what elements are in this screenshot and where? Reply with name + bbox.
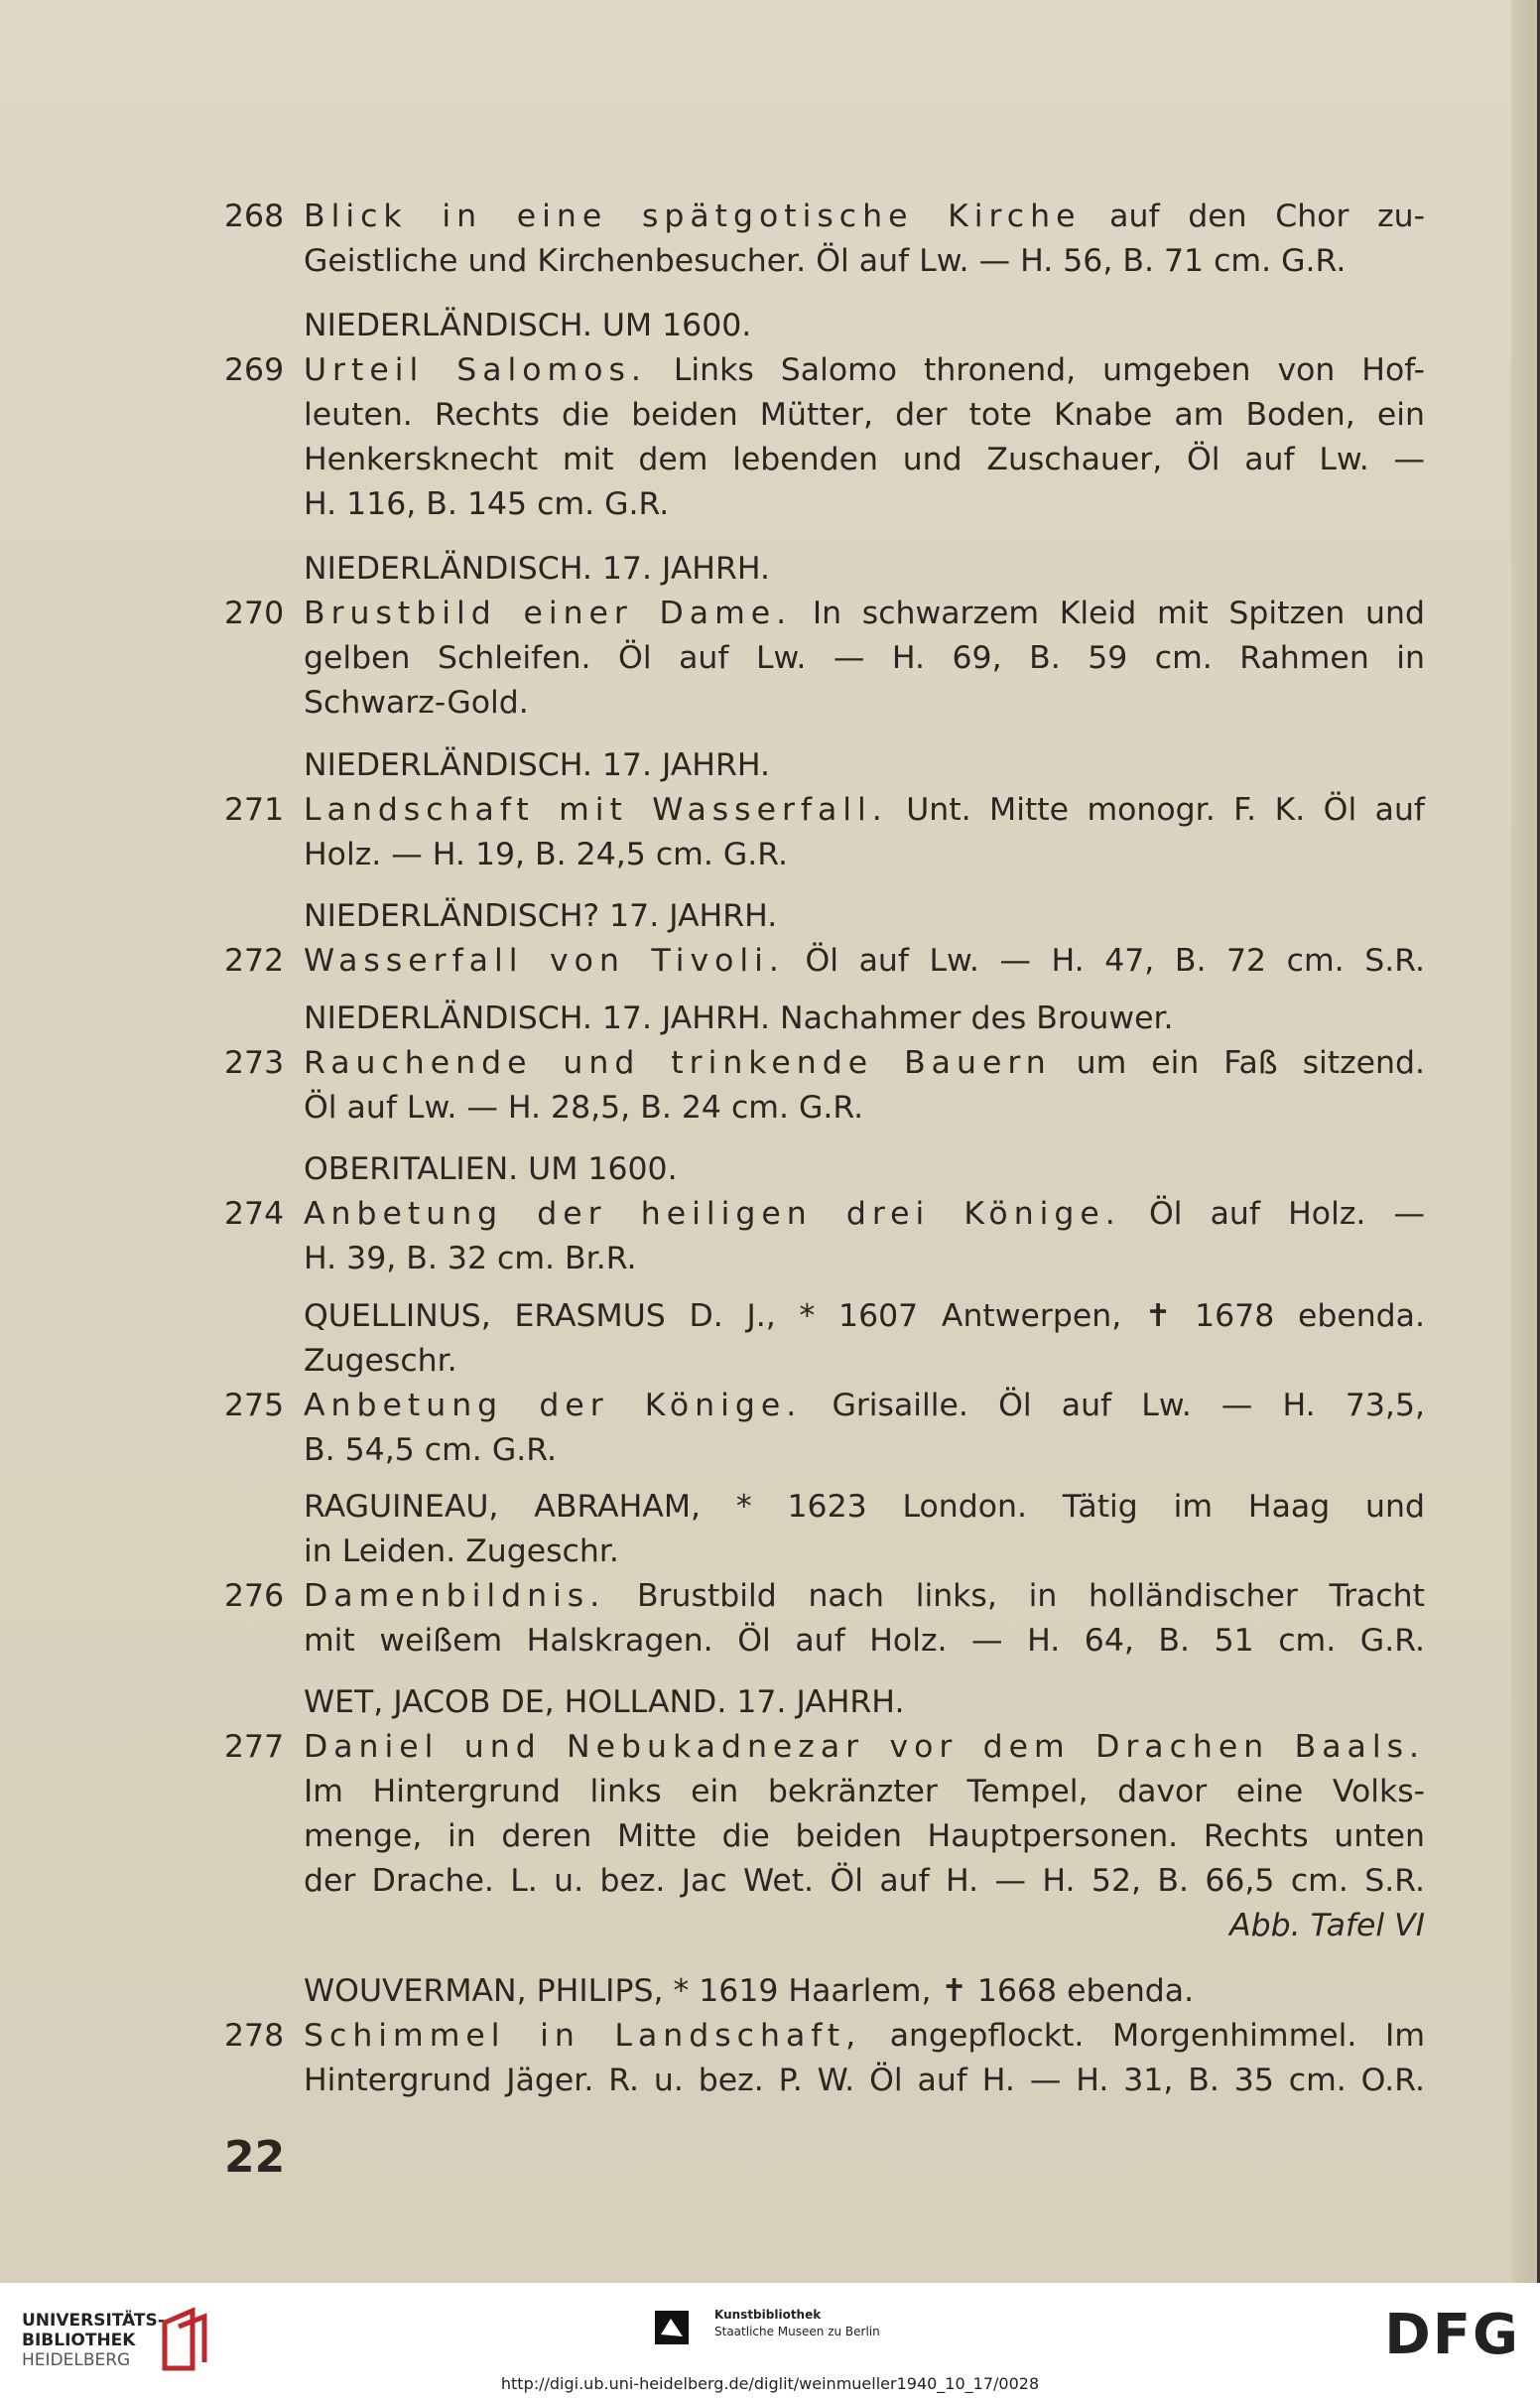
artist-heading: NIEDERLÄNDISCH? 17. JAHRH. — [304, 898, 778, 934]
entry-title: Damenbildnis. — [304, 1578, 606, 1614]
catalog-entry-275 — [224, 1384, 1425, 1473]
catalog-entry-278 — [224, 2014, 1425, 2103]
entry-line: Schwarz-Gold. — [304, 685, 529, 721]
entry-title: Landschaft mit Wasserfall. — [304, 792, 888, 828]
artist-heading: OBERITALIEN. UM 1600. — [304, 1151, 678, 1187]
artist-heading-line: Zugeschr. — [304, 1343, 457, 1379]
permalink-url[interactable]: http://digi.ub.uni-heidelberg.de/diglit/weinmueller1940_10_17/0028 — [500, 2374, 1040, 2393]
entry-number: 268 — [224, 199, 285, 234]
catalog-entry-269 — [224, 348, 1425, 527]
entry-text: Unt. Mitte monogr. F. K. Öl auf — [887, 792, 1425, 828]
kunstbibliothek-logo-icon — [655, 2311, 689, 2344]
entry-number: 278 — [224, 2018, 285, 2054]
entry-number: 270 — [224, 596, 285, 631]
entry-text: In schwarzem Kleid mit Spitzen und — [792, 596, 1425, 631]
catalog-entry-268 — [224, 195, 1425, 284]
catalog-entry-272 — [224, 939, 1425, 984]
entry-text: Öl auf Holz. — — [1120, 1196, 1426, 1232]
plate-reference: Abb. Tafel VI — [1229, 1908, 1425, 1943]
entry-text: um ein Faß sitzend. — [1051, 1045, 1425, 1081]
entry-number: 271 — [224, 792, 285, 828]
uni-line-2: BIBLIOTHEK — [22, 2331, 136, 2350]
entry-number: 275 — [224, 1388, 285, 1423]
entry-number: 276 — [224, 1578, 285, 1614]
artist-heading-line: in Leiden. Zugeschr. — [304, 1534, 619, 1569]
uni-line-3: HEIDELBERG — [22, 2350, 131, 2370]
catalog-entry-270 — [224, 592, 1425, 726]
entry-title: Schimmel in Landschaft, — [304, 2018, 862, 2054]
entry-line: H. 39, B. 32 cm. Br.R. — [304, 1241, 637, 1276]
university-library-label — [22, 2311, 165, 2370]
entry-title: Brustbild einer Dame. — [304, 596, 793, 631]
entry-number: 272 — [224, 943, 285, 979]
entry-line: gelben Schleifen. Öl auf Lw. — H. 69, B. 59 cm. Rahmen in — [304, 640, 1425, 676]
entry-number: 274 — [224, 1196, 285, 1232]
entry-title: Rauchende und trinkende Bauern — [304, 1045, 1052, 1081]
entry-title: Urteil Salomos. — [304, 352, 647, 388]
artist-heading-line: RAGUINEAU, ABRAHAM, * 1623 London. Tätig im Haag und — [304, 1489, 1425, 1525]
entry-number: 273 — [224, 1045, 285, 1081]
entry-line: Holz. — H. 19, B. 24,5 cm. G.R. — [304, 837, 789, 872]
entry-number: 269 — [224, 352, 285, 388]
entry-line: Öl auf Lw. — H. 28,5, B. 24 cm. G.R. — [304, 1090, 864, 1126]
entry-line: leuten. Rechts die beiden Mütter, der tote Knabe am Boden, ein — [304, 397, 1425, 433]
artist-heading: WOUVERMAN, PHILIPS, * 1619 Haarlem, ✝ 1668 ebenda. — [304, 1973, 1195, 2009]
artist-heading: NIEDERLÄNDISCH. UM 1600. — [304, 308, 752, 343]
artist-heading: NIEDERLÄNDISCH. 17. JAHRH. — [304, 747, 770, 783]
page-number: 22 — [224, 2132, 286, 2183]
entry-text: Links Salomo thronend, umgeben von Hof- — [646, 352, 1425, 388]
entry-line: B. 54,5 cm. G.R. — [304, 1432, 558, 1468]
entry-text: Grisaille. Öl auf Lw. — H. 73,5, — [802, 1388, 1425, 1423]
entry-title: Wasserfall von Tivoli. — [304, 943, 785, 979]
entry-text: angepflockt. Morgenhimmel. Im — [861, 2018, 1426, 2054]
artist-heading — [304, 1485, 1425, 1574]
entry-number: 277 — [224, 1729, 285, 1765]
catalog-entry-277 — [224, 1725, 1425, 1948]
entry-line: Hintergrund Jäger. R. u. bez. P. W. Öl auf H. — H. 31, B. 35 cm. O.R. — [304, 2063, 1425, 2098]
entry-title: Daniel und Nebukadnezar vor dem Drachen Baals. — [304, 1729, 1425, 1765]
entry-title: Anbetung der Könige. — [304, 1388, 803, 1423]
entry-line: mit weißem Halskragen. Öl auf Holz. — H. 64, B. 51 cm. G.R. — [304, 1623, 1425, 1659]
entry-line: Geistliche und Kirchenbesucher. Öl auf Lw. — H. 56, B. 71 cm. G.R. — [304, 243, 1347, 279]
artist-heading-line: QUELLINUS, ERASMUS D. J., * 1607 Antwerpen, ✝ 1678 ebenda. — [304, 1298, 1425, 1334]
catalog-entry-273 — [224, 1041, 1425, 1131]
entry-title: Blick in eine spätgotische Kirche — [304, 199, 1082, 234]
catalog-entry-271 — [224, 788, 1425, 877]
kunstbibliothek-label — [714, 2307, 880, 2340]
page-gutter — [1511, 0, 1533, 2283]
digitization-footer — [0, 2283, 1540, 2401]
entry-line: Im Hintergrund links ein bekränzter Tempel, davor eine Volks- — [304, 1774, 1425, 1809]
university-library-logo-icon — [159, 2305, 210, 2374]
entry-line: menge, in deren Mitte die beiden Hauptpersonen. Rechts unten — [304, 1818, 1425, 1854]
entry-line: Henkersknecht mit dem lebenden und Zuschauer, Öl auf Lw. — — [304, 442, 1425, 477]
artist-heading: WET, JACOB DE, HOLLAND. 17. JAHRH. — [304, 1684, 905, 1720]
artist-heading — [304, 1294, 1425, 1384]
kb-line-2: Staatliche Museen zu Berlin — [714, 2325, 880, 2338]
entry-text: Öl auf Lw. — H. 47, B. 72 cm. S.R. — [784, 943, 1426, 979]
entry-title: Anbetung der heiligen drei Könige. — [304, 1196, 1121, 1232]
entry-line: der Drache. L. u. bez. Jac Wet. Öl auf H. — H. 52, B. 66,5 cm. S.R. — [304, 1863, 1425, 1899]
uni-line-1: UNIVERSITÄTS- — [22, 2311, 165, 2331]
dfg-logo: DFG — [1384, 2303, 1520, 2367]
catalog-entry-276 — [224, 1574, 1425, 1664]
artist-heading: NIEDERLÄNDISCH. 17. JAHRH. — [304, 551, 770, 587]
entry-line: H. 116, B. 145 cm. G.R. — [304, 486, 670, 522]
kb-line-1: Kunstbibliothek — [714, 2308, 822, 2322]
entry-text: Brustbild nach links, in holländischer Tracht — [605, 1578, 1425, 1614]
artist-heading: NIEDERLÄNDISCH. 17. JAHRH. Nachahmer des Brouwer. — [304, 1000, 1174, 1036]
catalog-entry-274 — [224, 1192, 1425, 1281]
entry-text: auf den Chor zu- — [1081, 199, 1425, 234]
